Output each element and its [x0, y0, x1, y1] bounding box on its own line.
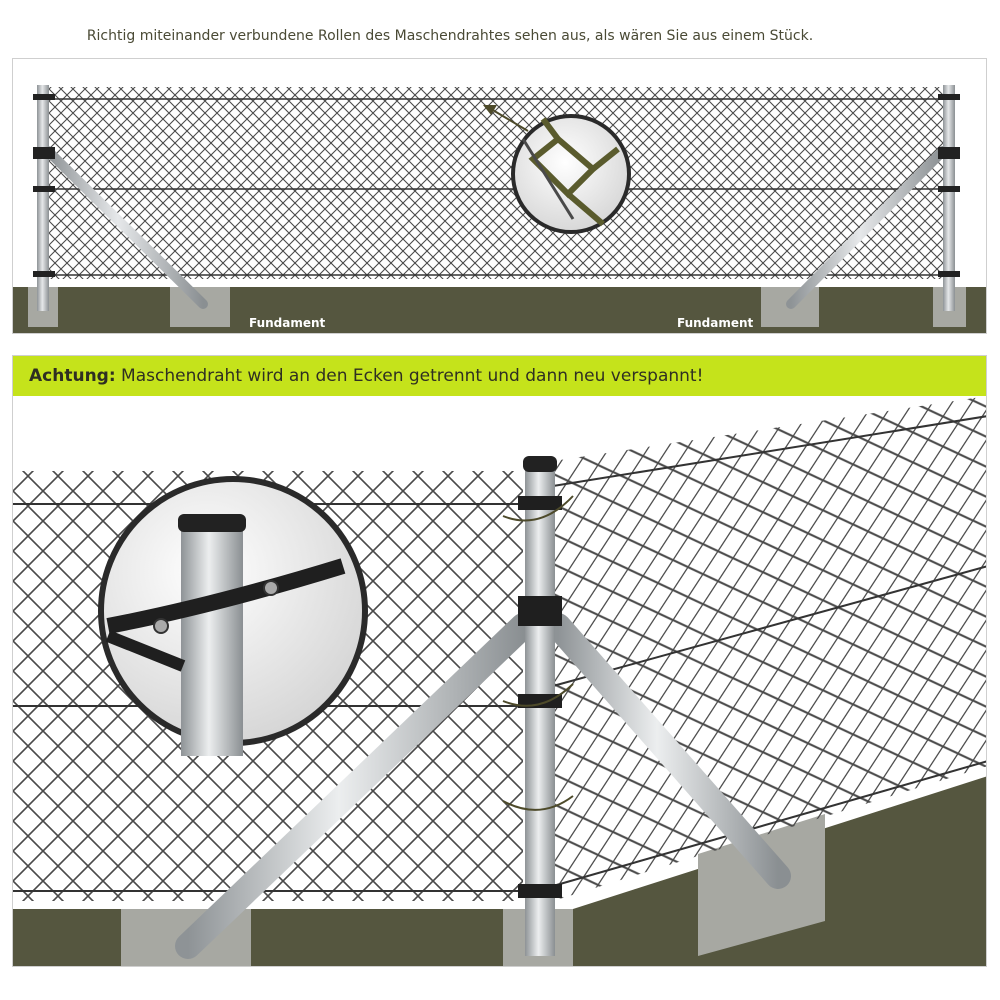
warning-text: Maschendraht wird an den Ecken getrennt und dann neu verspannt! [115, 366, 704, 386]
strut-clamp-left [33, 147, 55, 159]
post-cap [523, 456, 557, 472]
chain-link-mesh [47, 87, 945, 279]
ground [13, 287, 987, 334]
straight-fence-drawing [13, 59, 987, 334]
corner-post [525, 466, 555, 956]
warning-banner [13, 356, 986, 396]
warning-label: Achtung: [29, 366, 116, 386]
post-left [37, 85, 49, 311]
strut-clamp-right [938, 147, 960, 159]
straight-fence-illustration [12, 58, 987, 334]
corner-post-illustration [12, 355, 987, 967]
foundation-label-right: Fundament [677, 316, 754, 330]
corner-fence-drawing [13, 356, 987, 967]
strut-clamp [518, 596, 562, 626]
caption: Richtig miteinander verbundene Rollen des Maschendrahtes sehen aus, als wären Sie aus einem Stück. [86, 28, 814, 44]
tension-clamp-bottom [518, 884, 562, 898]
foundation-label-left: Fundament [249, 316, 326, 330]
tension-clamp-top [518, 496, 562, 510]
post-right [943, 85, 955, 311]
magnifier-icon [513, 116, 629, 232]
